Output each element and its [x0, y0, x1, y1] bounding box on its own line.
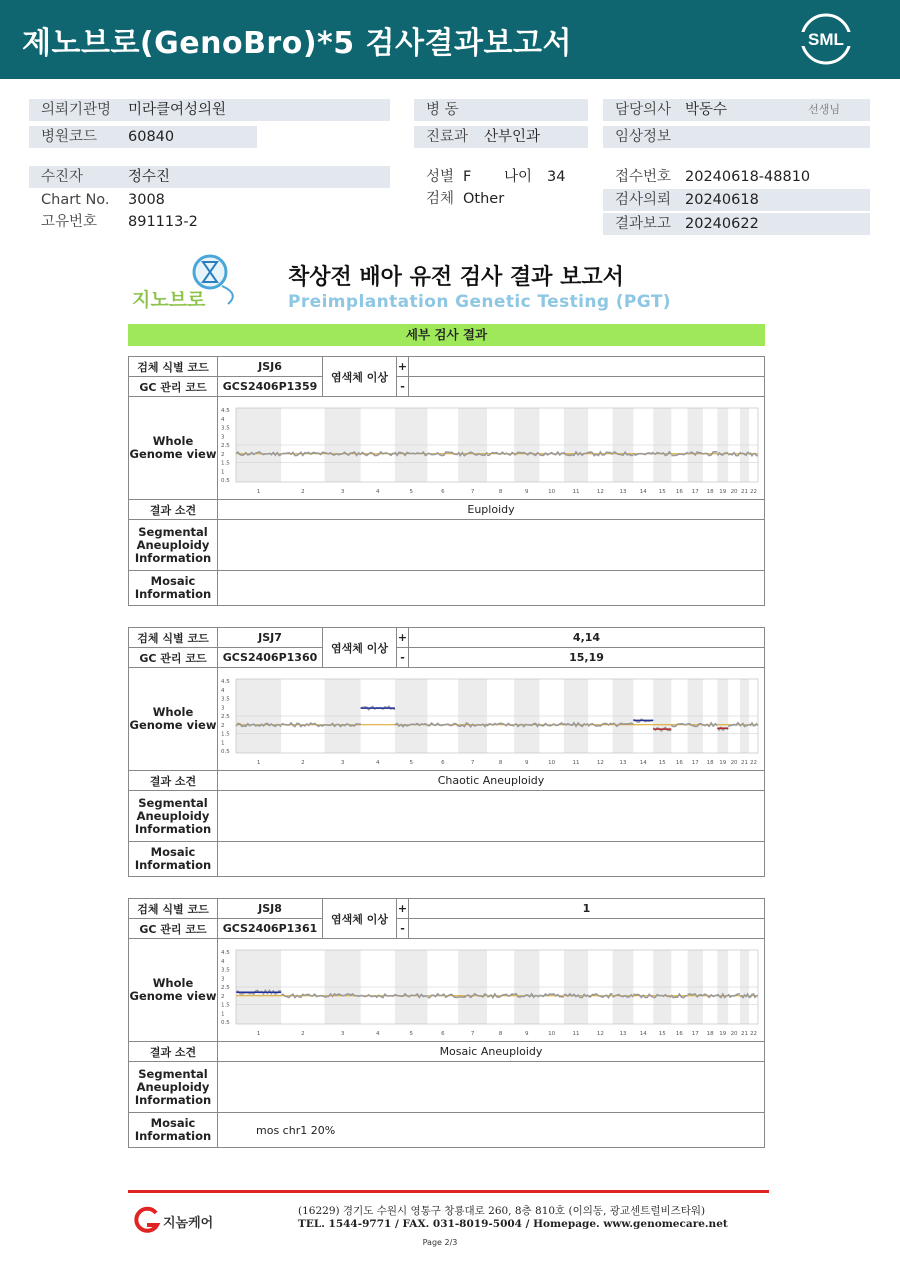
report-header-bar: [0, 0, 900, 79]
result-value: Mosaic Aneuploidy: [218, 1042, 765, 1062]
chromosome-label: 22: [749, 1030, 757, 1037]
chromosome-label: 12: [596, 759, 604, 766]
chromosome-label: 12: [596, 1030, 604, 1037]
y-tick-label: 2.5: [221, 442, 230, 449]
footer-address: (16229) 경기도 수원시 영통구 창룡대로 260, 8층 810호 (이의동, 광교센트럴비즈타워) TEL. 1544-9771 / FAX. 031-8019-5004 / Homepage. www.genomecare.net: [298, 1205, 728, 1230]
y-tick-label: 3: [221, 975, 225, 982]
copy-number-trace: [703, 723, 718, 726]
whole-genome-cell: [218, 939, 765, 1042]
whole-genome-plot: [218, 398, 765, 499]
report-title-english: Preimplantation Genetic Testing (PGT): [288, 292, 671, 312]
sample-result-block: [128, 627, 765, 877]
chromosome-label: 5: [409, 1030, 413, 1037]
chromosome-label: 21: [740, 1030, 748, 1037]
chromosome-label: 8: [498, 1030, 503, 1037]
chromosome-label: 8: [498, 759, 503, 766]
section-title: 세부 검사 결과: [128, 324, 765, 346]
y-tick-label: 0.5: [221, 477, 230, 484]
gain-sign: +: [397, 357, 409, 377]
y-tick-label: 3.5: [221, 425, 230, 431]
segmental-label: Segmental Aneuploidy Information: [129, 520, 218, 571]
y-tick-label: 4.5: [221, 407, 230, 414]
segmental-value: [218, 520, 765, 571]
chromosome-label: 2: [301, 759, 305, 766]
sample-code-value: JSJ6: [218, 357, 323, 377]
chromosome-label: 3: [340, 488, 345, 495]
chromosome-label: 1: [256, 488, 261, 495]
chromosome-label: 21: [740, 488, 748, 495]
chromosome-label: 13: [619, 488, 627, 495]
gc-code-label: GC 관리 코드: [129, 377, 218, 397]
y-tick-label: 3: [221, 704, 225, 711]
y-tick-label: 2.5: [221, 984, 230, 991]
chromosome-label: 15: [658, 759, 666, 766]
chromosome-label: 18: [706, 1030, 714, 1037]
gc-code-value: GCS2406P1359: [218, 377, 323, 397]
y-tick-label: 2.5: [221, 713, 230, 720]
chrom-abnormal-label: 염색체 이상: [323, 899, 397, 939]
whole-genome-plot: [218, 669, 765, 770]
result-value: Euploidy: [218, 500, 765, 520]
receipt-field: 접수번호 20240618-48810: [615, 169, 811, 185]
chromosome-label: 9: [525, 1030, 529, 1037]
mosaic-label: Mosaic Information: [129, 571, 218, 606]
chromosome-label: 2: [301, 1030, 305, 1037]
y-tick-label: 1: [221, 468, 225, 475]
chromosome-label: 12: [596, 488, 604, 495]
chromosome-label: 7: [470, 759, 475, 766]
chromosome-label: 22: [749, 488, 757, 495]
chromosome-label: 21: [740, 759, 748, 766]
report-title-korean: 착상전 배아 유전 검사 결과 보고서: [288, 265, 624, 290]
request-date-field: 검사의뢰 20240618: [603, 189, 870, 211]
chart-field: Chart No. 3008: [41, 192, 165, 208]
result-label: 결과 소견: [129, 1042, 218, 1062]
chromosome-label: 15: [658, 488, 666, 495]
segmental-label: Segmental Aneuploidy Information: [129, 1062, 218, 1113]
sample-code-label: 검체 식별 코드: [129, 628, 218, 648]
gc-code-label: GC 관리 코드: [129, 648, 218, 668]
patient-field: 수진자 정수진: [29, 166, 390, 188]
copy-number-trace: [361, 994, 395, 997]
chromosome-label: 13: [619, 1030, 627, 1037]
sml-logo: [798, 12, 854, 66]
y-tick-label: 1.5: [221, 460, 230, 466]
chrom-abnormal-label: 염색체 이상: [323, 628, 397, 668]
sample-result-table: [128, 627, 765, 877]
chromosome-label: 15: [658, 1030, 666, 1037]
y-tick-label: 2: [221, 722, 225, 729]
report-date-field: 결과보고 20240622: [603, 213, 870, 235]
copy-number-trace: [428, 723, 459, 726]
genobro-logo: [130, 250, 245, 312]
chromosome-label: 9: [525, 488, 529, 495]
whole-genome-cell: [218, 397, 765, 500]
y-tick-label: 4: [221, 958, 225, 965]
gain-value: [409, 357, 765, 377]
mosaic-value: [218, 571, 765, 606]
chromosome-label: 3: [340, 759, 345, 766]
report-title: 제노브로(GenoBro)*5 검사결과보고서: [22, 26, 572, 61]
chromosome-label: 5: [409, 488, 413, 495]
y-tick-label: 4.5: [221, 678, 230, 685]
chromosome-label: 20: [730, 1030, 738, 1037]
y-tick-label: 0.5: [221, 748, 230, 755]
segmental-label: Segmental Aneuploidy Information: [129, 791, 218, 842]
chromosome-label: 19: [719, 1030, 727, 1037]
loss-sign: -: [397, 919, 409, 939]
whole-genome-label: Whole Genome view: [129, 939, 218, 1042]
copy-number-trace: [749, 994, 758, 998]
sample-code-label: 검체 식별 코드: [129, 899, 218, 919]
chromosome-label: 1: [256, 759, 261, 766]
hospital-field: 의뢰기관명 미라클여성의원: [29, 99, 390, 121]
y-tick-label: 1.5: [221, 731, 230, 737]
department-field: 진료과 산부인과: [414, 126, 588, 148]
svg-text:지노브로: 지노브로: [132, 289, 206, 311]
gain-value: 4,14: [409, 628, 765, 648]
y-tick-label: 3.5: [221, 967, 230, 973]
svg-text:SML: SML: [808, 30, 844, 49]
copy-number-trace: [588, 993, 612, 997]
chromosome-label: 3: [340, 1030, 345, 1037]
chromosome-label: 6: [441, 759, 445, 766]
chromosome-label: 19: [719, 488, 727, 495]
copy-number-trace: [728, 452, 740, 455]
sample-result-block: [128, 898, 765, 1148]
result-label: 결과 소견: [129, 771, 218, 791]
footer-divider: [128, 1190, 769, 1193]
mosaic-label: Mosaic Information: [129, 1113, 218, 1148]
result-label: 결과 소견: [129, 500, 218, 520]
chromosome-label: 14: [639, 488, 647, 495]
mosaic-label: Mosaic Information: [129, 842, 218, 877]
y-tick-label: 1.5: [221, 1002, 230, 1008]
chromosome-label: 2: [301, 488, 305, 495]
y-tick-label: 4: [221, 416, 225, 423]
chromosome-label: 10: [548, 488, 556, 495]
genomecare-icon: [133, 1205, 161, 1235]
chromosome-label: 7: [470, 1030, 475, 1037]
chromosome-label: 4: [376, 759, 380, 766]
gc-code-value: GCS2406P1361: [218, 919, 323, 939]
chromosome-label: 11: [572, 759, 580, 766]
whole-genome-label: Whole Genome view: [129, 668, 218, 771]
whole-genome-label: Whole Genome view: [129, 397, 218, 500]
loss-sign: -: [397, 377, 409, 397]
chromosome-label: 13: [619, 759, 627, 766]
chromosome-label: 4: [376, 488, 380, 495]
chromosome-label: 14: [639, 1030, 647, 1037]
genomecare-logo: 지놈케어: [133, 1205, 233, 1235]
chromosome-label: 10: [548, 759, 556, 766]
hospital-code-field: 병원코드 60840: [29, 126, 257, 148]
y-tick-label: 3: [221, 433, 225, 440]
y-tick-label: 0.5: [221, 1019, 230, 1026]
mosaic-value: mos chr1 20%: [218, 1113, 765, 1148]
whole-genome-plot: [218, 940, 765, 1041]
chromosome-label: 20: [730, 759, 738, 766]
chromosome-label: 18: [706, 488, 714, 495]
copy-number-trace: [749, 723, 758, 726]
sample-code-value: JSJ7: [218, 628, 323, 648]
mosaic-value: [218, 842, 765, 877]
chromosome-label: 20: [730, 488, 738, 495]
chromosome-label: 6: [441, 1030, 445, 1037]
chromosome-label: 22: [749, 759, 757, 766]
chromosome-label: 9: [525, 759, 529, 766]
gain-sign: +: [397, 628, 409, 648]
sample-result-table: [128, 898, 765, 1148]
whole-genome-cell: [218, 668, 765, 771]
page-number: Page 2/3: [422, 1238, 458, 1247]
chromosome-label: 18: [706, 759, 714, 766]
loss-value: 15,19: [409, 648, 765, 668]
chromosome-label: 16: [675, 759, 683, 766]
loss-value: [409, 919, 765, 939]
chromosome-label: 17: [691, 488, 699, 495]
gain-sign: +: [397, 899, 409, 919]
chrom-abnormal-label: 염색체 이상: [323, 357, 397, 397]
sample-result-block: [128, 356, 765, 606]
gain-value: 1: [409, 899, 765, 919]
doctor-field: 담당의사 박동수 선생님: [603, 99, 870, 121]
gc-code-label: GC 관리 코드: [129, 919, 218, 939]
gc-code-value: GCS2406P1360: [218, 648, 323, 668]
chromosome-label: 17: [691, 759, 699, 766]
chromosome-label: 16: [675, 488, 683, 495]
clinical-info-field: 임상정보: [603, 126, 870, 148]
chromosome-label: 8: [498, 488, 503, 495]
sample-code-value: JSJ8: [218, 899, 323, 919]
sample-result-table: [128, 356, 765, 606]
unique-id-field: 고유번호 891113-2: [41, 214, 198, 230]
chromosome-label: 1: [256, 1030, 261, 1037]
y-tick-label: 1: [221, 739, 225, 746]
chromosome-label: 11: [572, 488, 580, 495]
chromosome-label: 4: [376, 1030, 380, 1037]
loss-sign: -: [397, 648, 409, 668]
result-value: Chaotic Aneuploidy: [218, 771, 765, 791]
chromosome-label: 10: [548, 1030, 556, 1037]
sex-age-field: 성별 F 나이 34: [426, 169, 566, 185]
ward-field: 병 동: [414, 99, 588, 121]
sample-code-label: 검체 식별 코드: [129, 357, 218, 377]
segmental-value: [218, 791, 765, 842]
chromosome-label: 16: [675, 1030, 683, 1037]
y-tick-label: 4.5: [221, 949, 230, 956]
chromosome-label: 6: [441, 488, 445, 495]
segmental-value: [218, 1062, 765, 1113]
loss-value: [409, 377, 765, 397]
y-tick-label: 3.5: [221, 696, 230, 702]
chromosome-label: 19: [719, 759, 727, 766]
y-tick-label: 1: [221, 1010, 225, 1017]
chromosome-label: 7: [470, 488, 475, 495]
copy-number-trace: [487, 993, 514, 997]
y-tick-label: 2: [221, 451, 225, 458]
chromosome-label: 17: [691, 1030, 699, 1037]
chromosome-label: 5: [409, 759, 413, 766]
y-tick-label: 4: [221, 687, 225, 694]
chromosome-label: 11: [572, 1030, 580, 1037]
chromosome-label: 14: [639, 759, 647, 766]
specimen-field: 검체 Other: [426, 191, 505, 207]
y-tick-label: 2: [221, 993, 225, 1000]
